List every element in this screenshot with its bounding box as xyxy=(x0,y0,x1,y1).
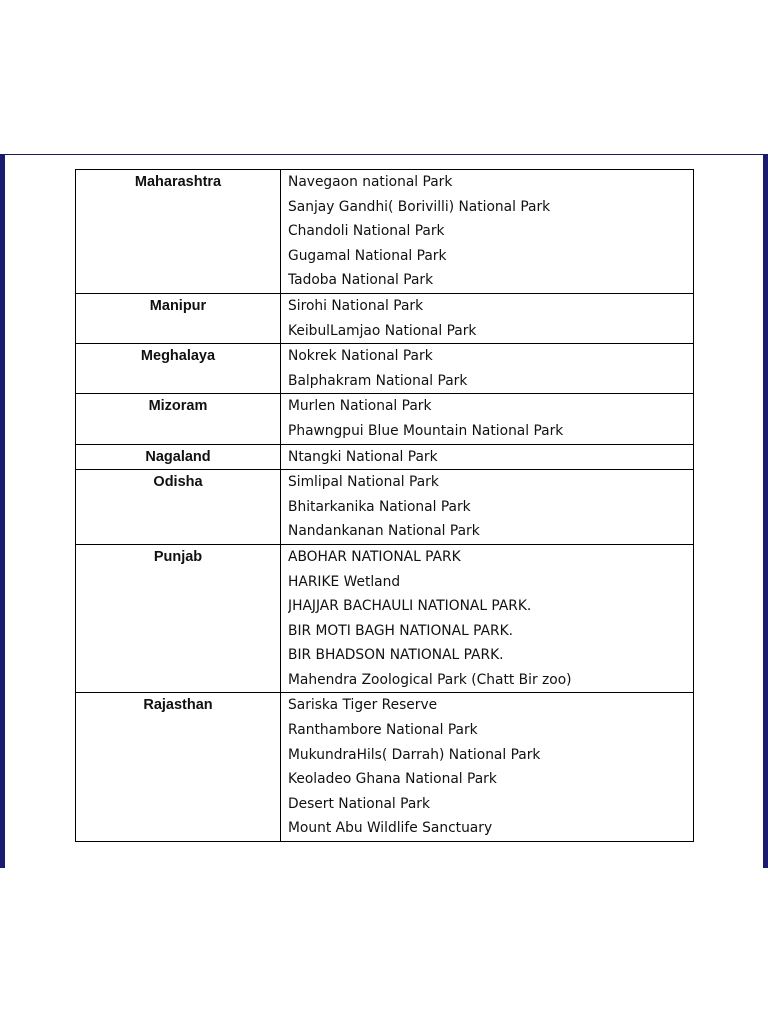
park-name: Ntangki National Park xyxy=(288,448,438,465)
park-name: Tadoba National Park xyxy=(288,272,434,289)
state-name-cell: Rajasthan xyxy=(76,693,281,842)
state-name-cell: Mizoram xyxy=(76,394,281,444)
park-list-cell xyxy=(281,344,694,394)
park-list-cell xyxy=(281,693,694,842)
park-name: Desert National Park xyxy=(288,795,430,812)
park-name: Sirohi National Park xyxy=(288,297,424,314)
park-name: ABOHAR NATIONAL PARK xyxy=(288,548,461,565)
park-list-cell xyxy=(281,444,694,470)
state-name-cell: Punjab xyxy=(76,544,281,693)
state-name-cell: Manipur xyxy=(76,293,281,343)
park-name: KeibulLamjao National Park xyxy=(288,322,477,339)
park-name: Navegaon national Park xyxy=(288,174,453,190)
park-name: Sanjay Gandhi( Borivilli) National Park xyxy=(288,198,551,215)
state-name-cell: Nagaland xyxy=(76,444,281,470)
state-name-cell: Maharashtra xyxy=(76,170,281,294)
table-row xyxy=(76,170,694,294)
park-name: Gugamal National Park xyxy=(288,247,447,264)
table-row xyxy=(76,444,694,470)
park-name: Balphakram National Park xyxy=(288,372,468,389)
table-row xyxy=(76,293,694,343)
table-row xyxy=(76,544,694,693)
park-name: Nokrek National Park xyxy=(288,348,433,365)
right-border-bar xyxy=(763,155,768,868)
park-name: Keoladeo Ghana National Park xyxy=(288,771,497,788)
state-name-cell: Meghalaya xyxy=(76,344,281,394)
park-name: Sariska Tiger Reserve xyxy=(288,697,438,714)
table-row xyxy=(76,394,694,444)
park-name: Nandankanan National Park xyxy=(288,523,480,540)
left-border-bar xyxy=(0,155,5,868)
park-name: MukundraHils( Darrah) National Park xyxy=(288,746,541,763)
park-name: Bhitarkanika National Park xyxy=(288,498,471,515)
park-name: JHAJJAR BACHAULI NATIONAL PARK. xyxy=(288,598,532,615)
park-name: Ranthambore National Park xyxy=(288,722,478,739)
park-list-cell xyxy=(281,394,694,444)
park-name: BIR BHADSON NATIONAL PARK. xyxy=(288,647,504,664)
park-list-cell xyxy=(281,470,694,545)
park-list-cell xyxy=(281,170,694,294)
park-name: Phawngpui Blue Mountain National Park xyxy=(288,422,564,439)
park-name: Mahendra Zoological Park (Chatt Bir zoo) xyxy=(288,671,572,688)
state-name-cell: Odisha xyxy=(76,470,281,545)
park-list-cell xyxy=(281,544,694,693)
national-parks-table xyxy=(75,169,694,842)
table-row xyxy=(76,344,694,394)
park-name: Murlen National Park xyxy=(288,398,432,415)
table-row xyxy=(76,470,694,545)
table-body xyxy=(76,170,694,842)
park-name: Mount Abu Wildlife Sanctuary xyxy=(288,820,493,837)
park-name: Simlipal National Park xyxy=(288,474,439,491)
park-name: HARIKE Wetland xyxy=(288,573,401,590)
park-name: Chandoli National Park xyxy=(288,223,445,240)
document-frame xyxy=(0,154,768,868)
park-name: BIR MOTI BAGH NATIONAL PARK. xyxy=(288,622,514,639)
table-row xyxy=(76,693,694,842)
park-list-cell xyxy=(281,293,694,343)
